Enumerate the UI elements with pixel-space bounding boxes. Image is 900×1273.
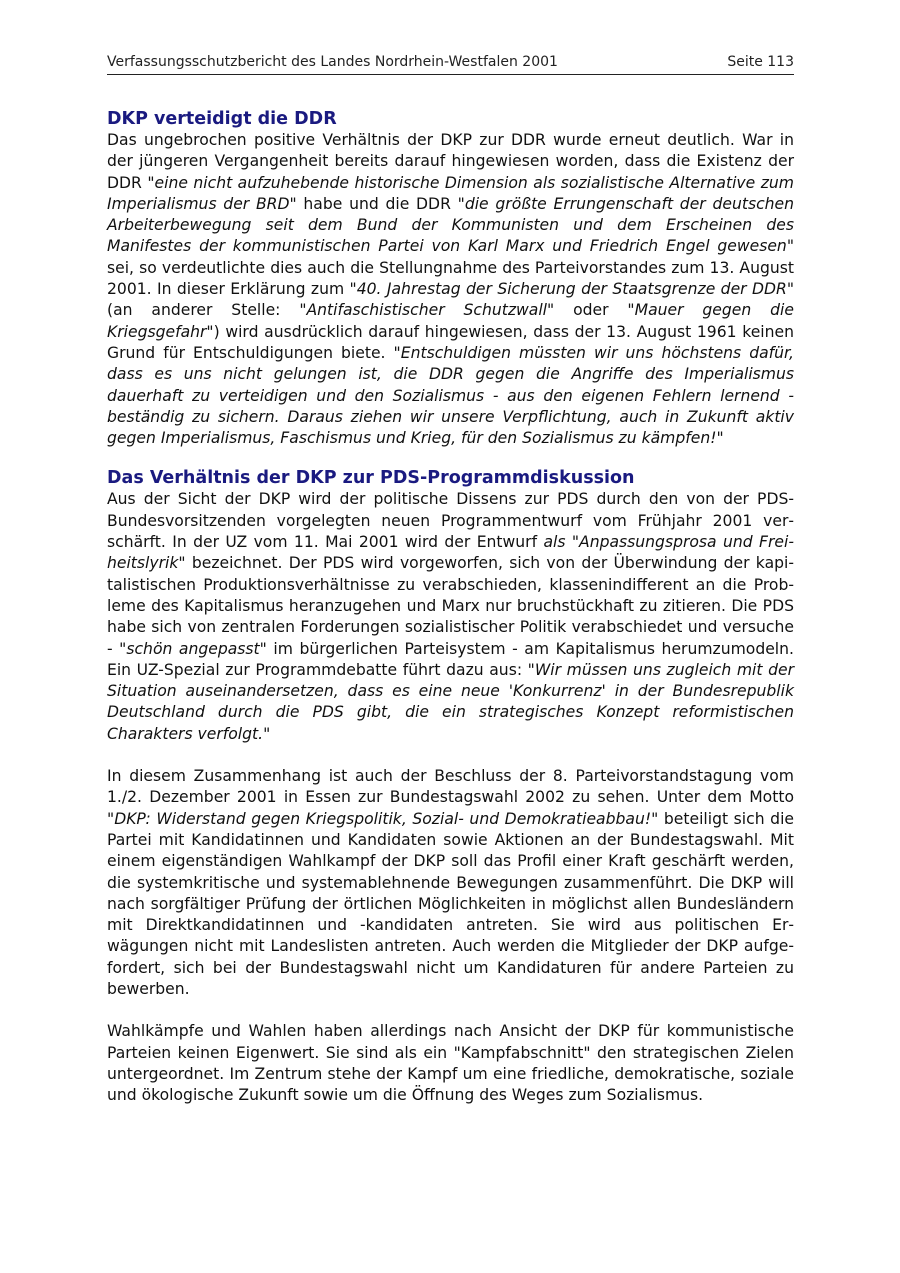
- text-run: ") wird ausdrücklich darauf hingewiesen, dass der 13. August 1961 keinen Grund für Entschuldigungen biete. ": [107, 322, 794, 362]
- quote-run: Wir müssen uns zugleich mit der Situation auseinandersetzen, dass es eine neue 'Konkurrenz' in der Bundesrepublik Deutschland durch die PDS gibt, die ein strategisches Konzept reformistischen Charakters verfolgt.: [107, 660, 794, 743]
- quote-run: 40. Jahrestag der Sicherung der Staatsgrenze der DDR: [356, 280, 787, 299]
- paragraph: [107, 130, 794, 449]
- text-run: " (an anderer Stelle: ": [107, 280, 795, 320]
- quote-run: Entschuldigen müssten wir uns höchstens dafür, dass es uns nicht gelungen ist, die DDR gegen die Angriffe des Imperialismus dauerhaft zu verteidigen und den Sozialismus - aus den eigenen Fehlern lernend - beständig zu sichern. Daraus ziehen wir unsere Verpflichtung, auch in Zukunft aktiv gegen Imperialismus, Faschismus und Krieg, für den Sozialismus zu kämpfen!: [107, 343, 794, 448]
- text-run: " im bürgerlichen Parteisystem - am Kapitalismus herumzumodeln. Ein UZ-Spezial zur Programmdebatte führt dazu aus: ": [107, 639, 794, 679]
- text-run: " beteiligt sich die Partei mit Kandidatinnen und Kandidaten sowie Aktionen an der Bundestagswahl. Mit einem eigenständigen Wahlkampf der DKP soll das Profil einer Kraft geschärft werden, die systemkritische und systemablehnende Bewegungen zusammenführt. Die DKP will nach sorgfältiger Prüfung der örtlichen Möglichkeiten in möglichst allen Bundesländern mit Direktkandidatinnen und -kandidaten antreten. Sie wird aus politischen Erwägungen nicht mit Landeslisten antreten. Auch werden die Mitglieder der DKP aufgefordert, sich bei der Bundestagswahl nicht um Kandidaturen für andere Parteien zu bewerben.: [107, 809, 794, 998]
- quote-run: die größte Errungenschaft der deutschen Arbeiterbewegung seit dem Bund der Kommunisten und dem Erscheinen des Manifestes der kommunistischen Partei von Karl Marx und Friedrich Engel gewesen: [107, 194, 794, 256]
- text-run: ": [263, 724, 271, 743]
- text-run: " oder ": [547, 301, 635, 320]
- quote-run: als "Anpassungsprosa und Freiheitslyrik: [107, 533, 794, 573]
- section-heading: Das Verhältnis der DKP zur PDS-Programmdiskussion: [107, 468, 635, 489]
- page-header: [107, 52, 794, 75]
- text-run: ": [716, 429, 724, 448]
- report-title: Verfassungsschutzbericht des Landes Nordrhein-Westfalen 2001: [107, 54, 558, 70]
- section-heading: DKP verteidigt die DDR: [107, 109, 337, 129]
- quote-run: Antifaschistischer Schutzwall: [306, 301, 548, 320]
- document-body: [107, 108, 794, 1106]
- text-run: Wahlkämpfe und Wahlen haben allerdings nach Ansicht der DKP für kommunistische Parteien keinen Eigenwert. Sie sind als ein "Kampfabschnitt" den strategischen Zielen untergeordnet. Im Zentrum stehe der Kampf um eine friedliche, demokratische, soziale und ökologische Zukunft sowie um die Öffnung des Weges zum Sozialismus.: [107, 1022, 794, 1105]
- text-run: " habe und die DDR ": [289, 194, 465, 213]
- paragraph: [107, 489, 794, 745]
- text-run: " bezeichnet. Der PDS wird vorgeworfen, sich von der Überwindung der kapitalistischen Produktionsverhältnisse zu verabschieden, klassenindifferent an die Probleme des Kapitalismus heranzugehen und Marx nur bruchstückhaft zu zitieren. Die PDS habe sich von zentralen Forderungen sozialistischer Politik verabschiedet und versuche - ": [107, 554, 794, 658]
- quote-run: DKP: Widerstand gegen Kriegspolitik, Sozial- und Demokratieabbau!: [114, 809, 652, 828]
- paragraph: [107, 766, 794, 1000]
- page-number: Seite 113: [727, 54, 794, 70]
- quote-run: eine nicht aufzuhebende historische Dimension als sozialistische Alternative zum Imperialismus der BRD: [107, 173, 794, 213]
- text-run: " sei, so verdeutlichte dies auch die Stellungnahme des Parteivorstandes zum 13. August 2001. In dieser Erklärung zum ": [107, 237, 794, 299]
- quote-run: schön angepasst: [126, 639, 260, 658]
- quote-run: Mauer gegen die Kriegsgefahr: [107, 301, 794, 341]
- text-run: In diesem Zusammenhang ist auch der Beschluss der 8. Parteivorstandstagung vom 1./2. Dezember 2001 in Essen zur Bundestagswahl 2002 zu sehen. Unter dem Motto ": [107, 767, 794, 828]
- paragraph: [107, 1021, 794, 1106]
- text-run: Aus der Sicht der DKP wird der politische Dissens zur PDS durch den von der PDS-Bundesvorsitzenden vorgelegten neuen Programmentwurf vom Frühjahr 2001 verschärft. In der UZ vom 11. Mai 2001 wird der Entwurf: [107, 490, 794, 552]
- text-run: Das ungebrochen positive Verhältnis der DKP zur DDR wurde erneut deutlich. War in der jüngeren Vergangenheit bereits darauf hingewiesen worden, dass die Existenz der DDR ": [107, 131, 794, 192]
